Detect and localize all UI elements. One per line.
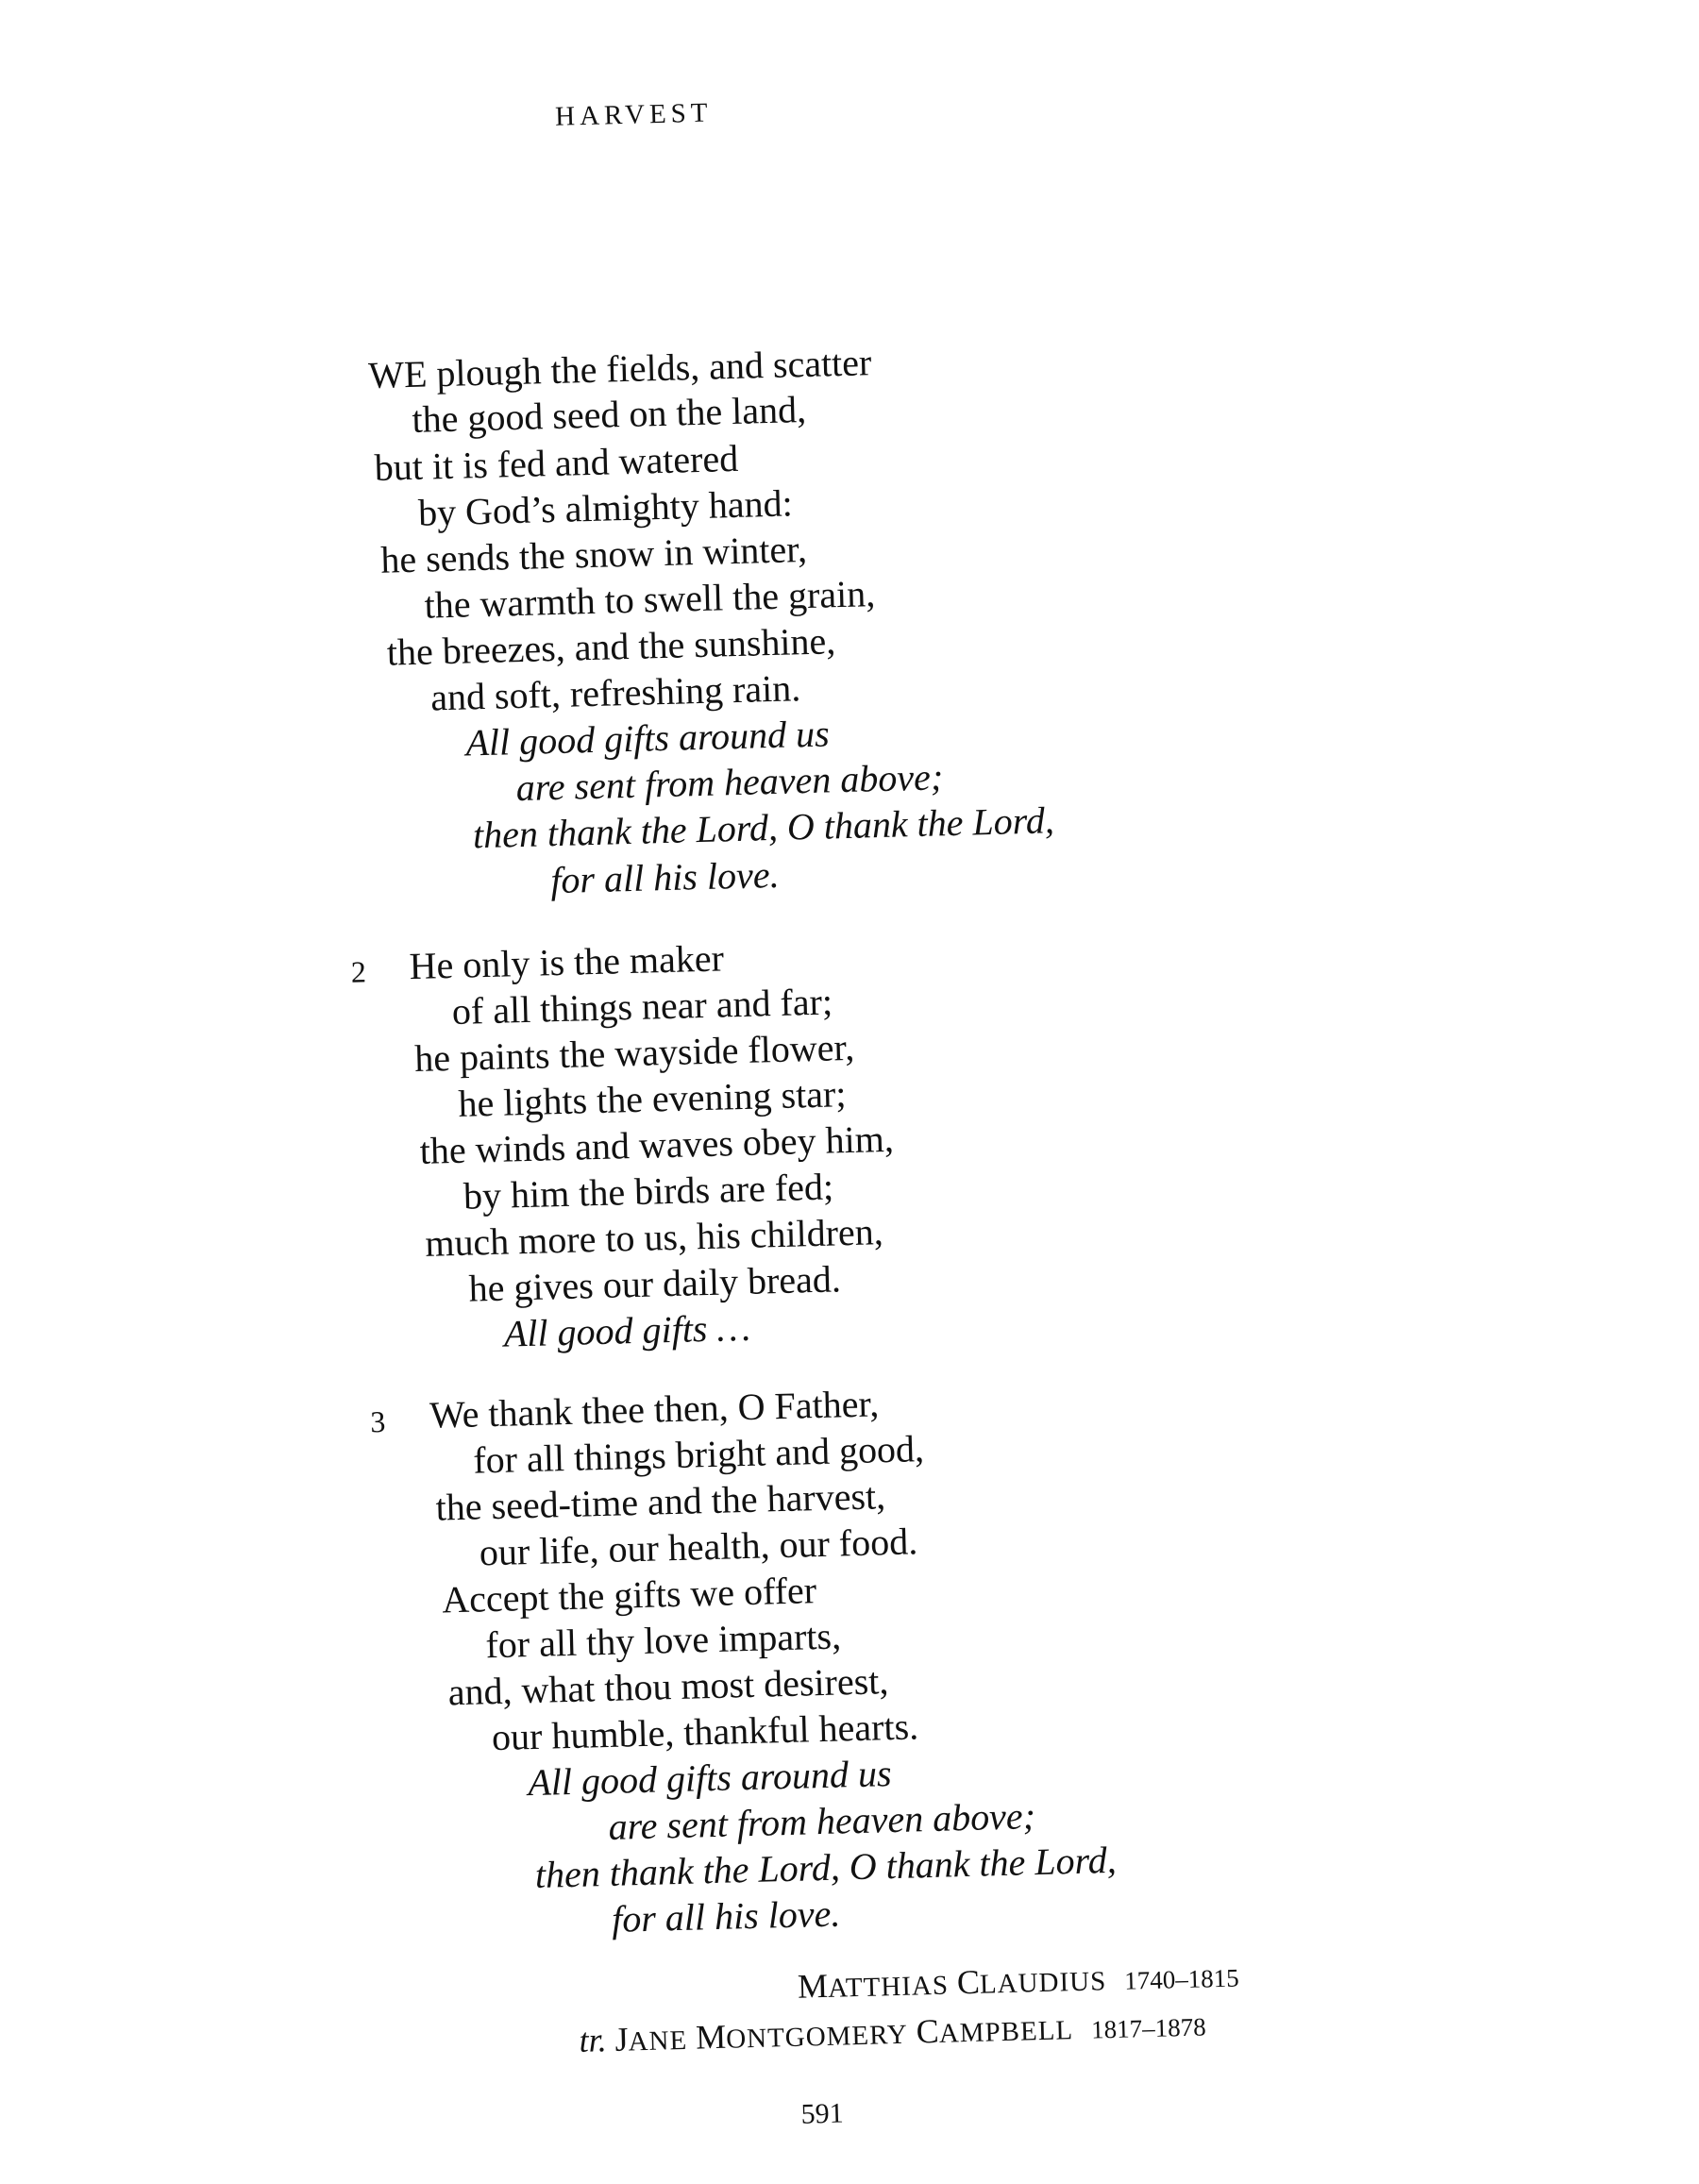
author-credit: MATTHIAS CLAUDIUS 1740–1815 bbox=[797, 1962, 1240, 2006]
page-number: 591 bbox=[800, 2097, 845, 2130]
verse-number: 2 bbox=[350, 954, 367, 989]
verse-line: by him the birds are fed; bbox=[463, 1165, 834, 1218]
verse-line: he sends the snow in winter, bbox=[379, 527, 808, 581]
refrain-line: All good gifts around us bbox=[527, 1752, 893, 1805]
verse-line: for all thy love imparts, bbox=[484, 1614, 842, 1667]
refrain-line: then thank the Lord, O thank the Lord, bbox=[534, 1838, 1118, 1896]
refrain-line: for all his love. bbox=[611, 1891, 841, 1940]
verse-line: and soft, refreshing rain. bbox=[429, 666, 801, 719]
refrain-line: All good gifts around us bbox=[464, 712, 831, 764]
verse-line: he gives our daily bread. bbox=[468, 1257, 842, 1310]
verse-line: by God’s almighty hand: bbox=[417, 481, 794, 534]
verse-line: WE plough the fields, and scatter bbox=[367, 341, 872, 397]
verse-line: for all things bright and good, bbox=[472, 1427, 925, 1482]
refrain-line: for all his love. bbox=[549, 852, 781, 902]
translator-prefix: tr. bbox=[578, 2021, 608, 2059]
author-dates: 1740–1815 bbox=[1123, 1963, 1240, 1995]
verse-line: of all things near and far; bbox=[451, 980, 833, 1033]
verse-line: Accept the gifts we offer bbox=[441, 1569, 817, 1621]
verse-line: our life, our health, our food. bbox=[479, 1520, 918, 1574]
verse-line: the breezes, and the sunshine, bbox=[386, 619, 836, 674]
verse-line: the winds and waves obey him, bbox=[419, 1117, 895, 1172]
verse-line: he paints the wayside flower, bbox=[413, 1025, 855, 1081]
verse-line: but it is fed and watered bbox=[374, 436, 739, 489]
verse-line: the good seed on the land, bbox=[411, 387, 807, 441]
verse-line: the seed-time and the harvest, bbox=[435, 1474, 886, 1529]
page-heading: HARVEST bbox=[554, 97, 713, 132]
verse-line: the warmth to swell the grain, bbox=[424, 572, 876, 627]
refrain-line: are sent from heaven above; bbox=[515, 755, 944, 810]
refrain-line: All good gifts … bbox=[503, 1305, 751, 1355]
verse-line: We thank thee then, O Father, bbox=[429, 1382, 880, 1436]
verse-line: much more to us, his children, bbox=[424, 1210, 884, 1265]
verse-line: he lights the evening star; bbox=[457, 1072, 847, 1125]
translator-credit: tr. JANE MONTGOMERY CAMPBELL 1817–1878 bbox=[578, 2011, 1206, 2059]
refrain-line: are sent from heaven above; bbox=[608, 1794, 1036, 1848]
translator-dates: 1817–1878 bbox=[1090, 2012, 1206, 2044]
verse-line: our humble, thankful hearts. bbox=[491, 1705, 919, 1759]
refrain-line: then thank the Lord, O thank the Lord, bbox=[472, 798, 1055, 857]
verse-number: 3 bbox=[369, 1404, 386, 1439]
verse-line: He only is the maker bbox=[409, 936, 725, 988]
verse-line: and, what thou most desirest, bbox=[447, 1659, 889, 1714]
